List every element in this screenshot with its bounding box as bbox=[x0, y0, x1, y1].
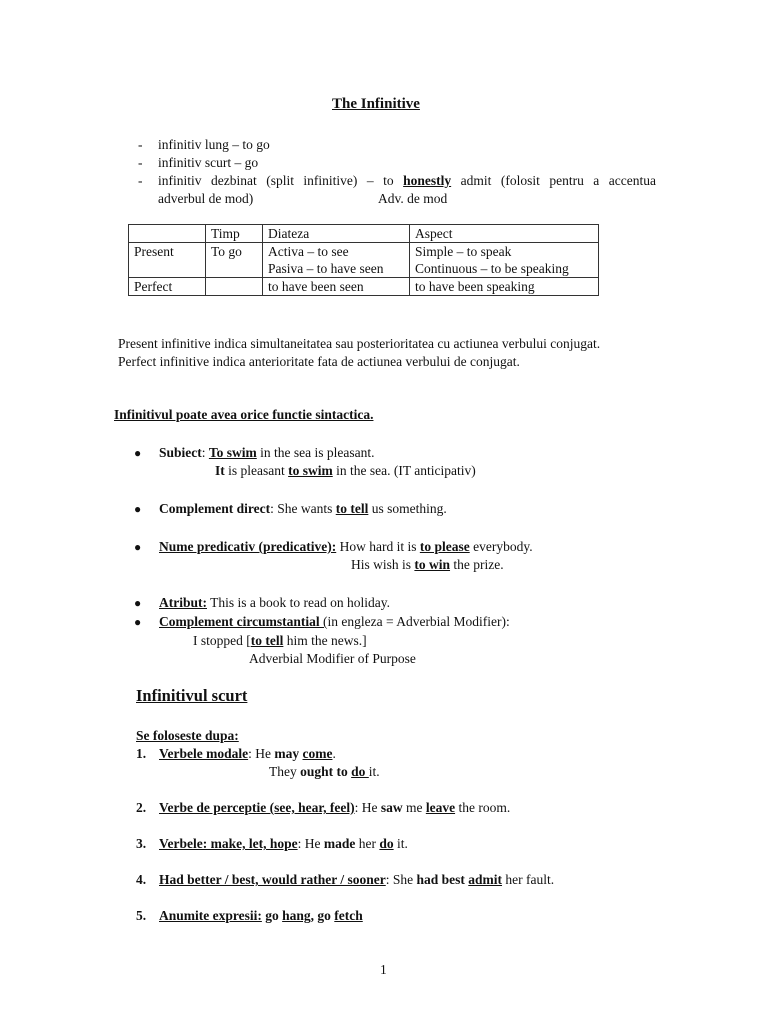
function-nume-predicativ bbox=[159, 538, 533, 556]
example-emphasis: admit bbox=[468, 872, 503, 887]
example-text: : He bbox=[297, 836, 324, 851]
example-text: her fault. bbox=[502, 872, 555, 887]
table-cell: to have been speaking bbox=[410, 278, 599, 296]
example-text: : She bbox=[385, 872, 417, 887]
example-bold: go bbox=[317, 908, 331, 923]
infinitive-table bbox=[128, 224, 599, 296]
page-title: The Infinitive bbox=[332, 96, 420, 112]
example-emphasis: hang bbox=[282, 908, 311, 923]
table-cell-line: Activa – to see bbox=[268, 244, 349, 259]
emphasized-word: honestly bbox=[403, 173, 452, 188]
example-emphasis: leave bbox=[425, 800, 456, 815]
example-emphasis: fetch bbox=[334, 908, 363, 923]
example-emphasis: To swim bbox=[208, 445, 257, 460]
bullet-icon: ● bbox=[134, 596, 142, 610]
example-text: her bbox=[355, 836, 380, 851]
example-text: me bbox=[402, 800, 426, 815]
item-number: 5. bbox=[136, 908, 147, 923]
example-text: in the sea is pleasant. bbox=[256, 445, 375, 460]
open-paren: ( bbox=[322, 614, 328, 629]
short-item-perception bbox=[159, 799, 510, 817]
section-heading: Infinitivul scurt bbox=[136, 686, 248, 705]
function-label: Atribut: bbox=[159, 595, 207, 610]
example-text: How hard it is bbox=[336, 539, 420, 554]
item-number: 1. bbox=[136, 746, 147, 761]
example-emphasis: come bbox=[302, 746, 333, 761]
list-dash: - bbox=[138, 173, 143, 188]
short-item-expressions bbox=[159, 907, 363, 925]
example-bold: may bbox=[274, 746, 300, 761]
form-text: infinitiv dezbinat (split infinitive) – to bbox=[158, 173, 404, 188]
example-emphasis: to please bbox=[419, 539, 470, 554]
note-line: Present infinitive indica simultaneitatea sau posterioritatea cu actiunea verbului conjugat. bbox=[118, 336, 601, 351]
item-label: Anumite expresii: bbox=[159, 908, 262, 923]
item-label: Verbele modale bbox=[159, 746, 249, 761]
example-text: us something. bbox=[368, 501, 447, 516]
item-label: Verbele: make, let, hope bbox=[159, 836, 298, 851]
table-cell: to have been seen bbox=[263, 278, 410, 296]
example-text: the prize. bbox=[450, 557, 504, 572]
example-bold: ought to bbox=[300, 764, 348, 779]
example-it: It bbox=[215, 463, 225, 478]
example-text: is pleasant bbox=[224, 463, 289, 478]
table-cell bbox=[263, 243, 410, 278]
function-cc-note: Adverbial Modifier of Purpose bbox=[249, 651, 416, 666]
example-emphasis: to swim bbox=[288, 463, 333, 478]
item-label: Had better / best, would rather / sooner bbox=[159, 872, 386, 887]
example-text: everybody. bbox=[469, 539, 533, 554]
function-nume-predicativ-example2 bbox=[351, 556, 504, 574]
function-label: Nume predicativ (predicative): bbox=[159, 539, 337, 554]
example-emphasis: do bbox=[351, 764, 369, 779]
form-item: infinitiv lung – to go bbox=[158, 137, 270, 152]
example-text: him the news.] bbox=[283, 633, 367, 648]
example-text: . bbox=[332, 746, 336, 761]
item-number: 3. bbox=[136, 836, 147, 851]
bullet-icon: ● bbox=[134, 615, 142, 629]
bullet-icon: ● bbox=[134, 502, 142, 516]
short-item-had-better bbox=[159, 871, 554, 889]
short-item-modal bbox=[159, 745, 336, 763]
form-annotation: Adv. de mod bbox=[378, 191, 448, 206]
example-bold: go bbox=[265, 908, 279, 923]
function-complement-direct bbox=[159, 500, 447, 518]
example-text: the room. bbox=[455, 800, 511, 815]
table-cell-line: Continuous – to be speaking bbox=[415, 261, 569, 276]
page-number: 1 bbox=[380, 962, 387, 977]
example-emphasis: to tell bbox=[335, 501, 369, 516]
example-text: in the sea. (IT anticipativ) bbox=[332, 463, 476, 478]
table-cell-line: Pasiva – to have seen bbox=[268, 261, 384, 276]
item-label: Verbe de perceptie (see, hear, feel) bbox=[159, 800, 355, 815]
example-text: : He bbox=[354, 800, 381, 815]
note-line: Perfect infinitive indica anterioritate fata de actiunea verbului de conjugat. bbox=[118, 354, 520, 369]
table-header-cell: Diateza bbox=[263, 225, 410, 243]
table-cell bbox=[410, 243, 599, 278]
example-bold: made bbox=[323, 836, 356, 851]
list-dash: - bbox=[138, 137, 143, 152]
example-bold: had best bbox=[416, 872, 465, 887]
table-header-cell: Aspect bbox=[410, 225, 599, 243]
function-atribut bbox=[159, 594, 390, 612]
table-header-cell: Timp bbox=[206, 225, 263, 243]
function-cc-example bbox=[193, 632, 367, 650]
separator: : bbox=[201, 445, 209, 460]
function-complement-circumstantial bbox=[159, 613, 510, 631]
form-text: admit (folosit pentru a accentua bbox=[451, 173, 656, 188]
example-text: in engleza = Adverbial Modifier): bbox=[327, 614, 510, 629]
table-row bbox=[129, 243, 599, 278]
table-header-row bbox=[129, 225, 599, 243]
function-label: Subiect bbox=[159, 445, 202, 460]
form-continuation: adverbul de mod) bbox=[158, 191, 254, 206]
item-number: 2. bbox=[136, 800, 147, 815]
table-cell: To go bbox=[206, 243, 263, 278]
example-text: : He bbox=[248, 746, 275, 761]
subsection-heading: Se foloseste dupa: bbox=[136, 728, 239, 743]
example-text: it. bbox=[368, 764, 380, 779]
function-label: Complement circumstantial bbox=[159, 614, 323, 629]
example-bold: saw bbox=[380, 800, 403, 815]
form-item: infinitiv scurt – go bbox=[158, 155, 259, 170]
example-text: His wish is bbox=[351, 557, 415, 572]
table-cell: Present bbox=[129, 243, 206, 278]
example-text: They bbox=[269, 764, 301, 779]
list-dash: - bbox=[138, 155, 143, 170]
example-emphasis: to tell bbox=[250, 633, 284, 648]
example-text: , bbox=[310, 908, 318, 923]
table-cell-line: Simple – to speak bbox=[415, 244, 512, 259]
example-emphasis: do bbox=[379, 836, 394, 851]
table-cell: Perfect bbox=[129, 278, 206, 296]
table-row bbox=[129, 278, 599, 296]
example-text: I stopped [ bbox=[193, 633, 251, 648]
table-header-cell bbox=[129, 225, 206, 243]
table-cell bbox=[206, 278, 263, 296]
short-item-make-let-hope bbox=[159, 835, 408, 853]
functions-heading: Infinitivul poate avea orice functie sintactica. bbox=[114, 407, 374, 422]
example-text: This is a book to read on holiday. bbox=[207, 595, 390, 610]
example-text: it. bbox=[393, 836, 408, 851]
example-text: : She wants bbox=[270, 501, 336, 516]
bullet-icon: ● bbox=[134, 540, 142, 554]
example-emphasis: to win bbox=[414, 557, 451, 572]
form-item-split bbox=[158, 172, 656, 190]
function-label: Complement direct bbox=[159, 501, 271, 516]
function-subiect bbox=[159, 444, 375, 462]
short-item-modal-example2 bbox=[269, 763, 380, 781]
bullet-icon: ● bbox=[134, 446, 142, 460]
item-number: 4. bbox=[136, 872, 147, 887]
function-subiect-example2 bbox=[215, 462, 476, 480]
